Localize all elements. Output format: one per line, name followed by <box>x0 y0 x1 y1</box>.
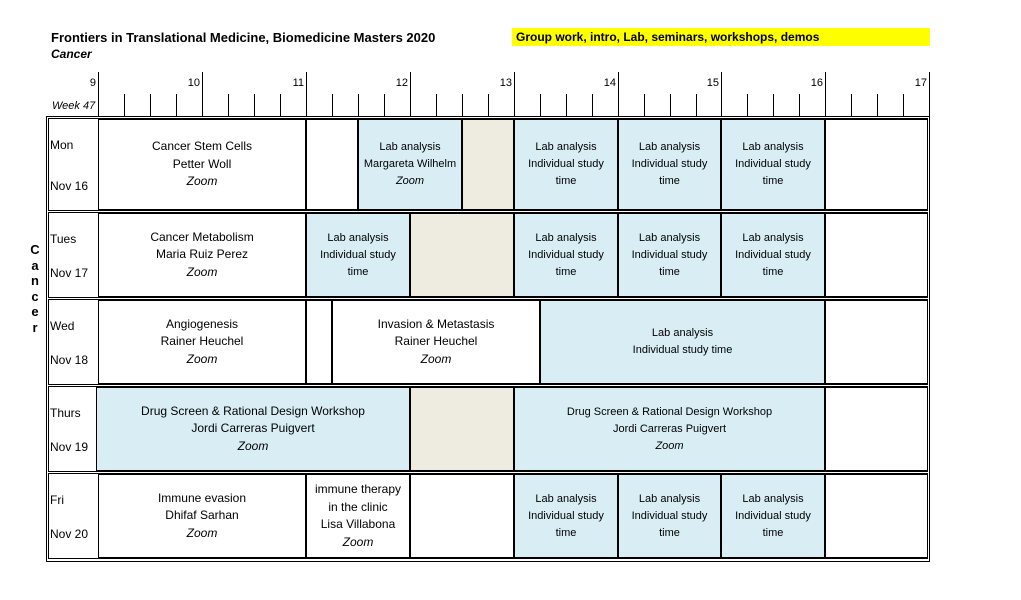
session-location: Zoom <box>186 351 218 366</box>
session-line: Individual study <box>631 509 708 522</box>
hour-tick <box>721 72 722 116</box>
hour-tick <box>514 72 515 116</box>
quarter-tick <box>877 94 878 116</box>
session-line: time <box>659 265 680 278</box>
session-line: Rainer Heuchel <box>160 334 244 349</box>
session-line: Lab analysis <box>742 492 804 505</box>
quarter-tick <box>332 94 333 116</box>
session-line: Individual study <box>528 509 604 522</box>
session-line: Individual study <box>631 248 708 261</box>
session-cell <box>98 213 306 297</box>
empty-slot <box>825 387 928 471</box>
quarter-tick <box>592 94 593 116</box>
day-name: Fri <box>50 493 64 507</box>
empty-slot <box>825 300 928 384</box>
hour-label: 16 <box>810 77 823 89</box>
session-line: Lab analysis <box>379 141 441 153</box>
hour-label: 9 <box>89 77 96 89</box>
session-line: immune therapy <box>314 482 402 496</box>
quarter-tick <box>436 94 437 116</box>
quarter-tick <box>644 94 645 116</box>
hour-tick <box>410 72 411 116</box>
side-letter: r <box>32 319 38 335</box>
session-line: Lab analysis <box>742 231 804 244</box>
side-letter: a <box>31 257 39 273</box>
side-letter: C <box>30 242 40 257</box>
session-line: time <box>762 265 784 278</box>
hour-tick <box>929 72 930 116</box>
empty-slot <box>306 300 332 384</box>
session-location: Zoom <box>420 351 452 366</box>
page-title: Frontiers in Translational Medicine, Biomedicine Masters 2020 <box>51 30 436 45</box>
quarter-tick <box>670 94 671 116</box>
session-cell <box>721 474 825 558</box>
quarter-tick <box>462 94 463 116</box>
quarter-tick <box>280 94 281 116</box>
session-cell <box>98 300 306 384</box>
session-line: Individual study <box>735 248 811 261</box>
session-line: Maria Ruiz Perez <box>155 247 249 262</box>
session-line: Cancer Metabolism <box>150 229 254 244</box>
day-date: Nov 17 <box>50 266 89 280</box>
session-location: Zoom <box>186 264 218 279</box>
quarter-tick <box>540 94 541 116</box>
session-cell <box>96 387 410 471</box>
session-line: Drug Screen & Rational Design Workshop <box>141 403 365 418</box>
hour-label: 10 <box>187 77 200 89</box>
session-cell <box>721 119 825 210</box>
side-label <box>28 242 42 335</box>
hour-label: 14 <box>603 77 616 89</box>
session-line: time <box>762 175 784 187</box>
quarter-tick <box>124 94 125 116</box>
session-location: Zoom <box>186 174 218 189</box>
quarter-tick <box>566 94 567 116</box>
session-line: Individual study <box>528 248 604 261</box>
session-line: time <box>555 175 577 187</box>
quarter-tick <box>773 94 774 116</box>
session-line: Lab analysis <box>535 492 597 505</box>
session-location: Zoom <box>395 175 425 187</box>
day-date: Nov 18 <box>50 353 89 367</box>
day-date: Nov 20 <box>50 527 89 541</box>
empty-slot <box>306 119 358 210</box>
day-name: Wed <box>50 319 75 333</box>
session-line: Individual study <box>320 248 396 261</box>
session-line: Jordi Carreras Puigvert <box>191 421 315 436</box>
quarter-tick <box>358 94 359 116</box>
day-date: Nov 16 <box>50 179 89 193</box>
hour-tick <box>825 72 826 116</box>
week-label: Week 47 <box>52 100 96 112</box>
session-cell <box>618 119 721 210</box>
session-cell <box>721 213 825 297</box>
side-letter: e <box>31 304 39 319</box>
empty-slot <box>410 387 514 471</box>
session-line: Rainer Heuchel <box>394 334 478 349</box>
hour-tick <box>202 72 203 116</box>
session-line: Lisa Villabona <box>320 517 396 531</box>
side-letter: n <box>31 273 39 288</box>
session-line: Individual study <box>735 509 811 522</box>
day-name: Thurs <box>50 406 81 420</box>
session-line: Jordi Carreras Puigvert <box>612 422 727 435</box>
session-line: time <box>555 265 577 278</box>
session-location: Zoom <box>655 439 684 452</box>
quarter-tick <box>228 94 229 116</box>
session-line: Lab analysis <box>535 231 597 244</box>
session-location: Zoom <box>186 525 218 540</box>
session-line: time <box>659 175 680 187</box>
session-line: Lab analysis <box>327 231 389 244</box>
quarter-tick <box>254 94 255 116</box>
hour-label: 12 <box>395 77 408 89</box>
day-name: Tues <box>50 232 77 246</box>
session-line: Lab analysis <box>742 141 804 153</box>
quarter-tick <box>384 94 385 116</box>
page-subtitle: Cancer <box>51 47 92 61</box>
hour-label: 15 <box>706 77 719 89</box>
session-line: Individual study time <box>632 344 733 356</box>
session-line: Individual study <box>735 158 811 170</box>
session-cell <box>618 474 721 558</box>
session-cell <box>514 474 618 558</box>
session-location: Zoom <box>237 438 269 453</box>
quarter-tick <box>488 94 489 116</box>
hour-tick <box>618 72 619 116</box>
session-cell <box>358 119 462 210</box>
session-cell <box>306 213 410 297</box>
session-line: time <box>555 526 577 539</box>
session-line: time <box>659 526 680 539</box>
session-line: in the clinic <box>328 499 388 514</box>
day-name: Mon <box>50 138 74 152</box>
empty-slot <box>825 119 928 210</box>
session-cell <box>618 213 721 297</box>
quarter-tick <box>851 94 852 116</box>
session-line: Petter Woll <box>172 156 232 171</box>
session-location: Zoom <box>342 534 374 549</box>
session-cell <box>540 300 825 384</box>
legend-badge: Group work, intro, Lab, seminars, workshops, demos <box>512 28 930 46</box>
session-line: time <box>347 265 369 278</box>
session-line: Cancer Stem Cells <box>151 139 253 154</box>
session-line: Individual study <box>528 158 604 170</box>
quarter-tick <box>747 94 748 116</box>
empty-slot <box>825 474 928 558</box>
day-date: Nov 19 <box>50 440 89 454</box>
session-cell <box>98 474 306 558</box>
session-line: Individual study <box>631 158 708 170</box>
empty-slot <box>825 213 928 297</box>
session-line: time <box>762 526 784 539</box>
session-cell <box>332 300 540 384</box>
session-cell <box>98 119 306 210</box>
session-cell <box>306 474 410 558</box>
session-line: Lab analysis <box>651 327 714 339</box>
session-cell <box>514 387 825 471</box>
session-line: Lab analysis <box>638 492 701 505</box>
quarter-tick <box>176 94 177 116</box>
empty-slot <box>410 474 514 558</box>
session-line: Dhifaf Sarhan <box>165 508 239 523</box>
hour-label: 13 <box>499 77 512 89</box>
session-line: Immune evasion <box>157 490 247 505</box>
session-line: Angiogenesis <box>165 316 239 331</box>
session-line: Lab analysis <box>638 231 701 244</box>
quarter-tick <box>903 94 904 116</box>
hour-label: 11 <box>292 77 304 89</box>
quarter-tick <box>150 94 151 116</box>
session-line: Lab analysis <box>535 141 597 153</box>
session-line: Invasion & Metastasis <box>377 316 495 331</box>
empty-slot <box>410 213 514 297</box>
empty-slot <box>462 119 514 210</box>
quarter-tick <box>799 94 800 116</box>
hour-tick <box>98 72 99 116</box>
session-line: Lab analysis <box>638 141 701 153</box>
session-cell <box>514 119 618 210</box>
session-line: Drug Screen & Rational Design Workshop <box>566 405 773 418</box>
session-cell <box>514 213 618 297</box>
quarter-tick <box>696 94 697 116</box>
side-letter: c <box>31 288 39 304</box>
hour-tick <box>306 72 307 116</box>
hour-label: 17 <box>914 77 927 89</box>
session-line: Margareta Wilhelm <box>363 158 457 170</box>
